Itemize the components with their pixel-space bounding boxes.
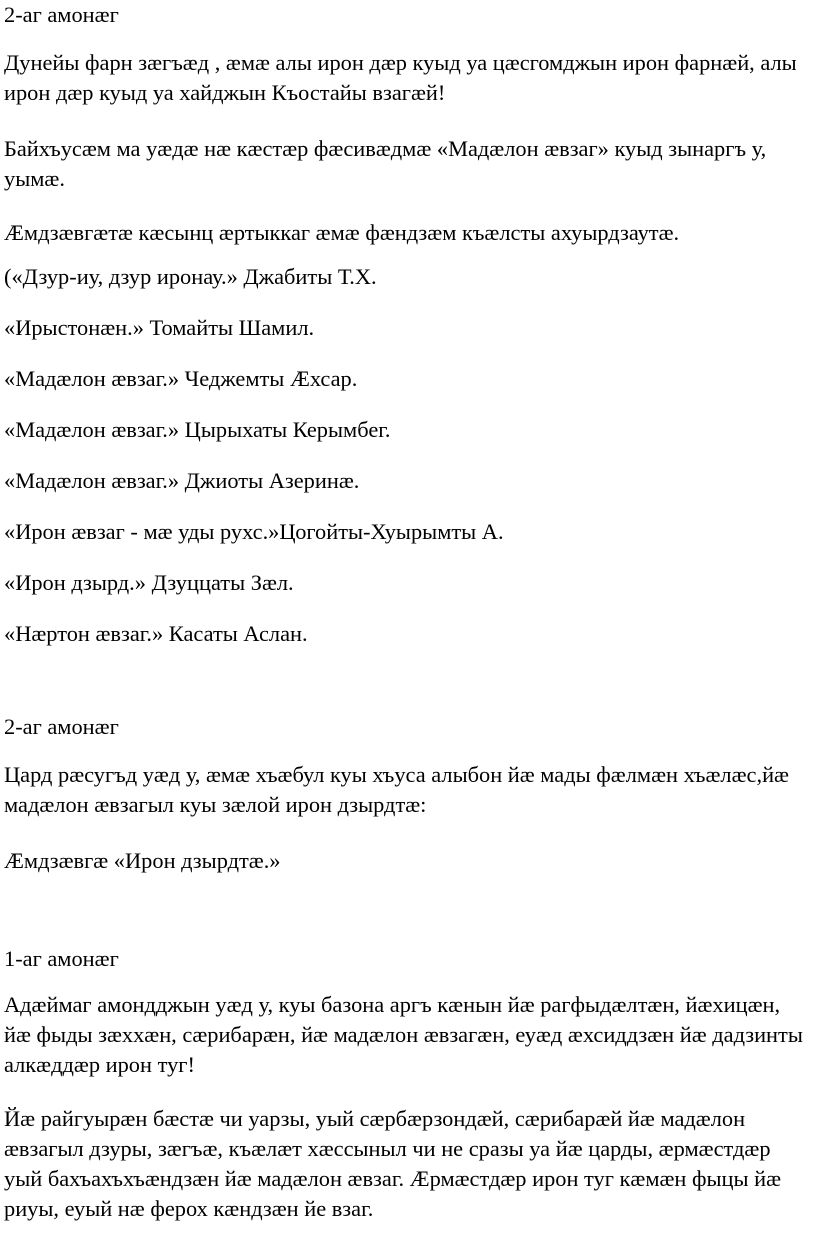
section-heading: 1-аг амонæг (4, 946, 119, 971)
intro-paragraph: Байхъусæм ма уæдæ нæ кæстæр фæсивæдмæ «Мадæлон æвзаг» куыд зынаргъ у, уымæ. (4, 136, 767, 191)
poem-item: «Ирон дзырд.» Дзуццаты Зæл. (4, 570, 294, 595)
body-paragraph: Адæймаг амондджын уæд у, куы базона аргъ кæнын йæ рагфыдæлтæн, йæхицæн, йæ фыды зæххæн, сæрибарæн, йæ мадæлон æвзагæн, еуæд æхсиддзæн йæ дадзинты алкæддæр ирон туг! (4, 992, 803, 1077)
poem-item: («Дзур-иу, дзур иронау.» Джабиты Т.Х. (4, 264, 377, 289)
section-heading: 2-аг амонæг (4, 2, 119, 27)
poem-list (4, 262, 804, 670)
intro-paragraph: Цард рæсугъд уæд у, æмæ хъæбул куы хъуса алыбон йæ мады фæлмæн хъæлæс,йæ мадæлон æвзагыл куы зæлой ирон дзырдтæ: (4, 762, 789, 817)
task-paragraph: Æмдзæвгæ «Ирон дзырдтæ.» (4, 848, 281, 873)
body-paragraph: Йæ райгуырæн бæстæ чи уарзы, уый сæрбæрзондæй, сæрибарæй йæ мадæлон æвзагыл дзуры, зæгъæ, къæлæт хæссыныл чи не сразы уа йæ царды, æрмæстдæр уый бахъахъхъæндзæн йæ мадæлон æвзаг. Æрмæстдæр ирон туг кæмæн фыцы йæ риуы, еуый нæ ферох кæндзæн йе взаг. (4, 1106, 782, 1221)
section-heading: 2-аг амонæг (4, 714, 119, 739)
task-paragraph: Æмдзæвгæтæ кæсынц æртыккаг æмæ фæндзæм къæлсты ахуырдзаутæ. (4, 220, 680, 245)
poem-item: «Мадæлон æвзаг.» Чеджемты Æхсар. (4, 366, 358, 391)
poem-item: «Ирыстонæн.» Томайты Шамил. (4, 315, 315, 340)
poem-item: «Ирон æвзаг - мæ уды рухс.»Цогойты-Хуырымты А. (4, 519, 504, 544)
poem-item: «Нæртон æвзаг.» Касаты Аслан. (4, 621, 308, 646)
poem-item: «Мадæлон æвзаг.» Цырыхаты Керымбег. (4, 417, 391, 442)
intro-paragraph: Дунейы фарн зæгъæд , æмæ алы ирон дæр куыд уа цæсгомджын ирон фарнæй, алы ирон дæр куыд уа хайджын Къостайы взагæй! (4, 50, 797, 105)
poem-item: «Мадæлон æвзаг.» Джиоты Азеринæ. (4, 468, 360, 493)
